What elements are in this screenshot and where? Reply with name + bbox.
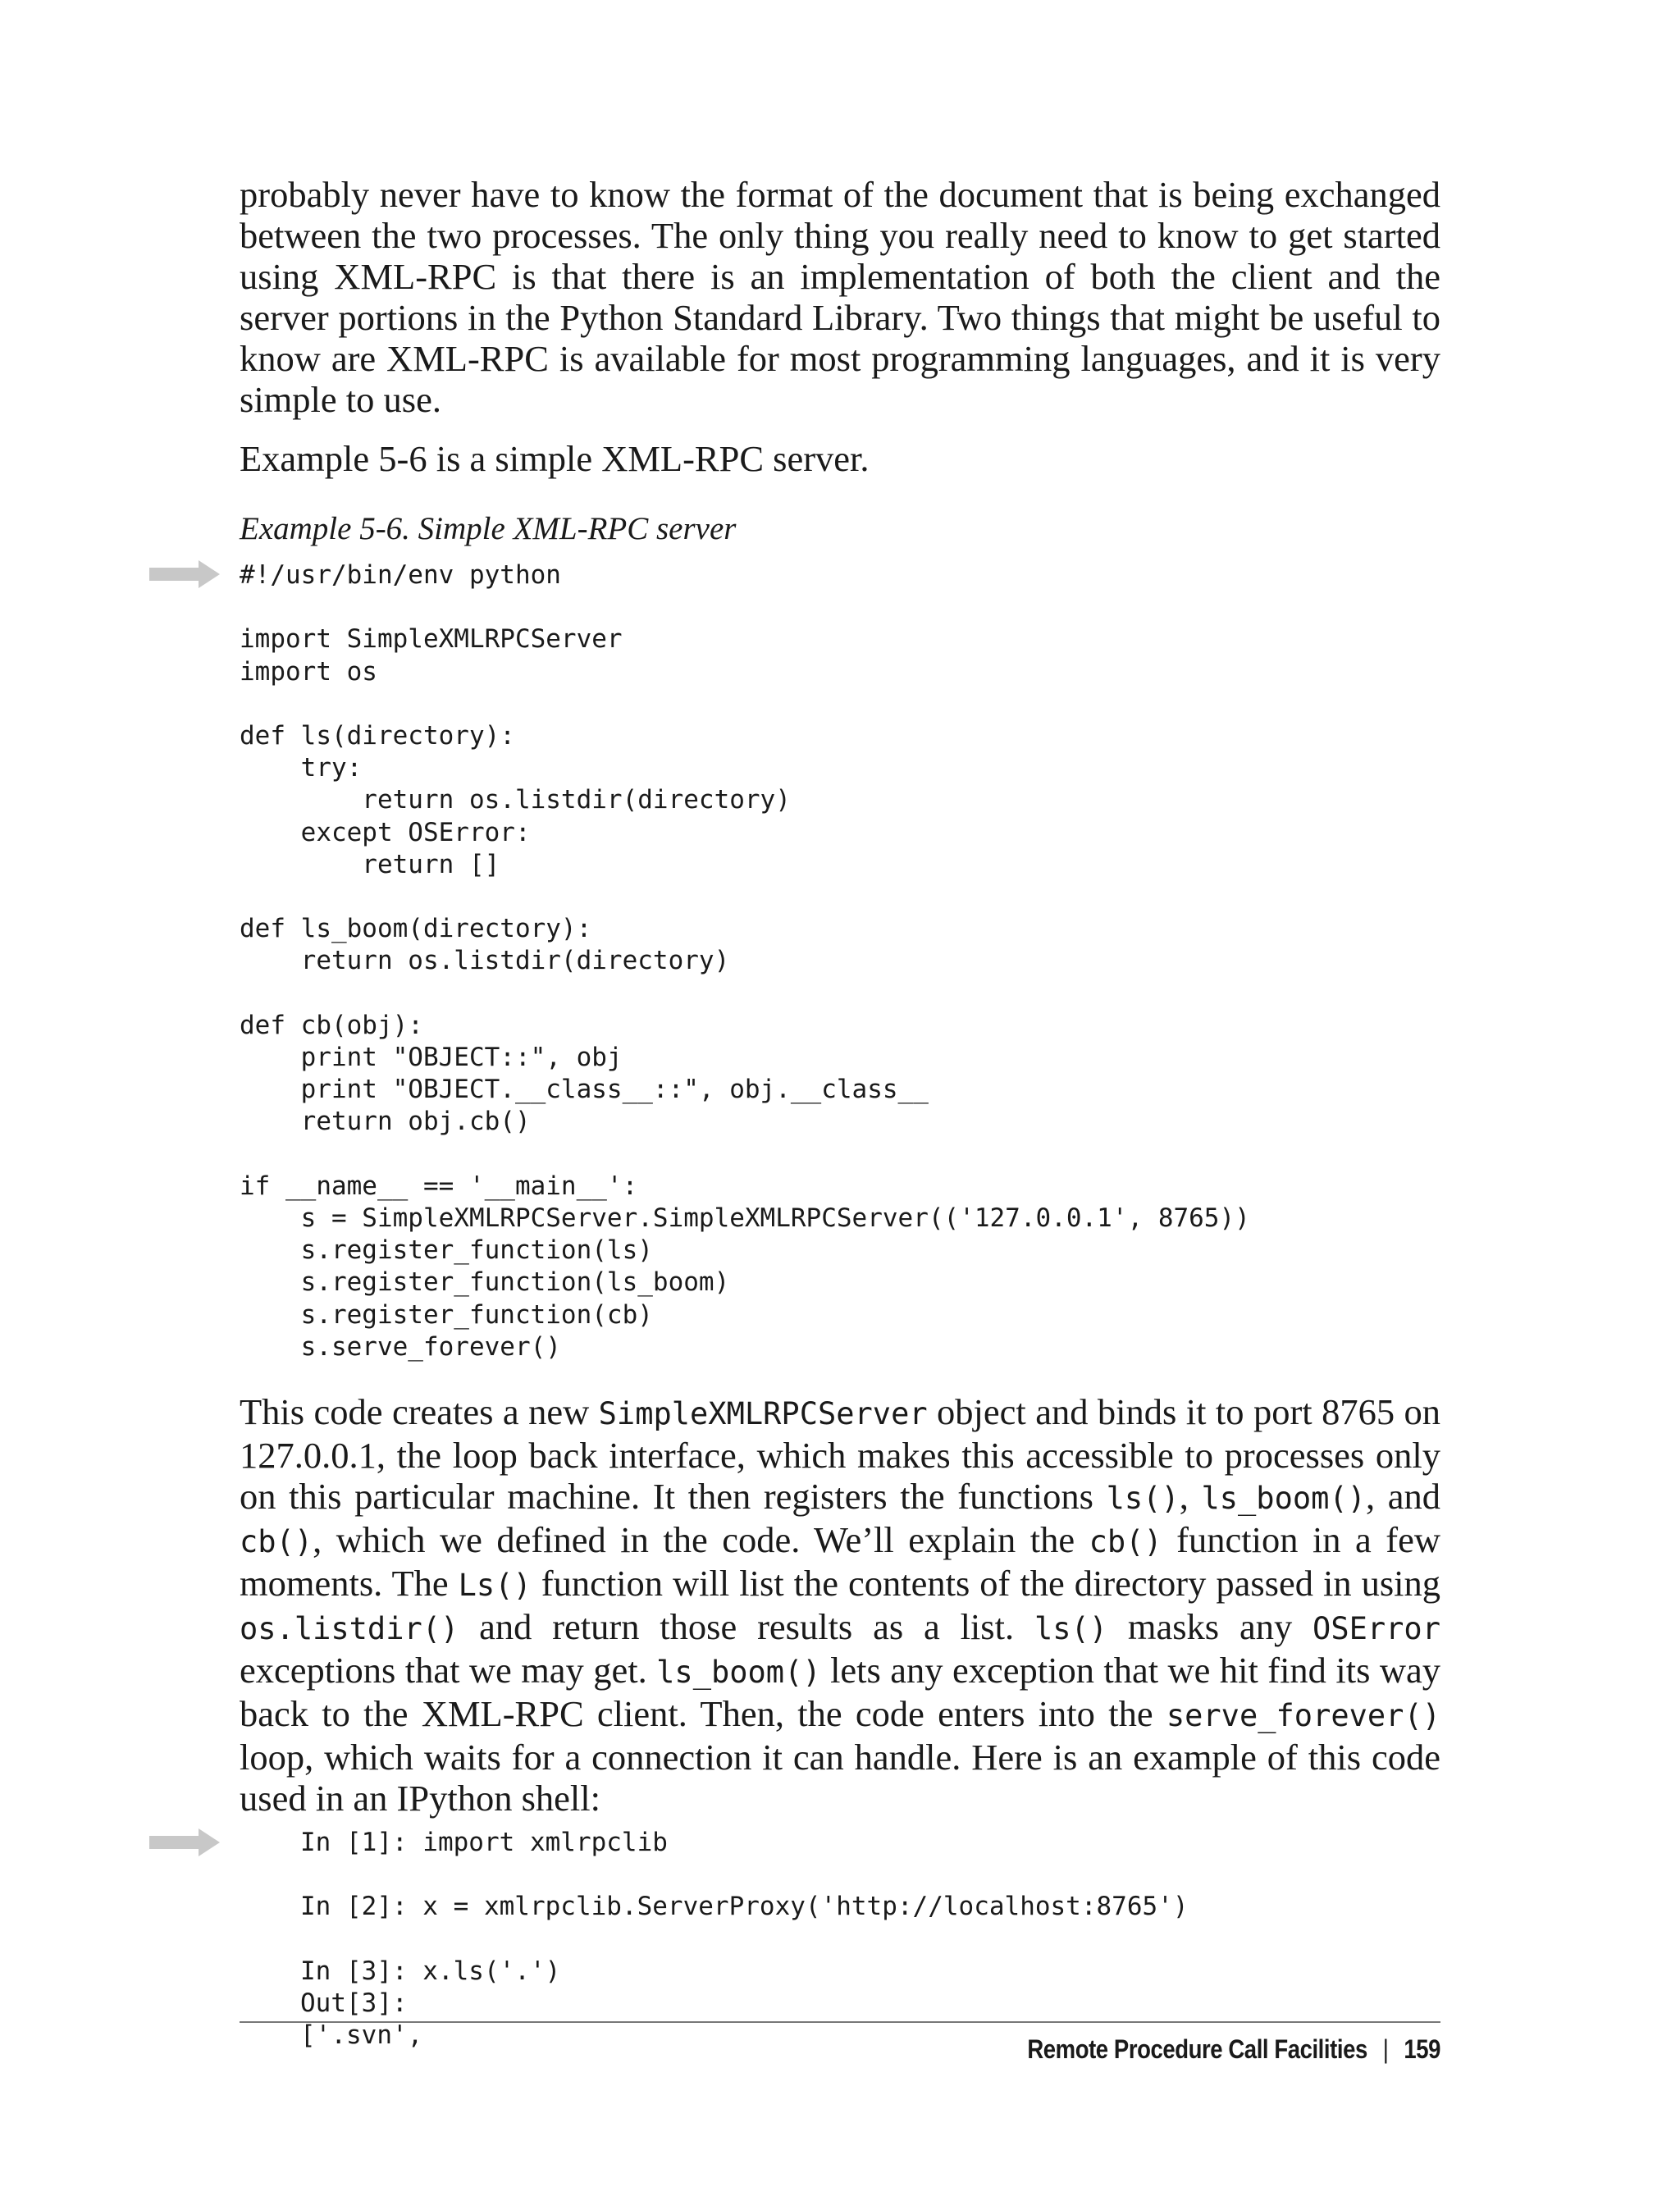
example-reference: Example 5-6 is a simple XML-RPC server. — [240, 438, 870, 479]
inline-code: ls() — [1106, 1481, 1180, 1517]
intro-paragraph: probably never have to know the format of the document that is being exchanged between the two processes. The only thing you really need to know to get started using XML-RPC is that there is an implementation of both the client and the server portions in the Python Standard Library. Two things that might be useful to know are XML-RPC is available for most programming languages, and it is very simple to use. — [240, 174, 1440, 420]
inline-code: cb() — [1089, 1524, 1162, 1560]
continuation-arrow-icon — [149, 1828, 220, 1856]
running-section-title: Remote Procedure Call Facilities — [1027, 2034, 1367, 2064]
inline-code: Ls() — [458, 1568, 532, 1604]
footer-separator: | — [1382, 2034, 1389, 2064]
shell-code: In [1]: import xmlrpclib In [2]: x = xmlrpclib.ServerProxy('http://localhost:8765') In [3]: x.ls('.') Out[3]: ['.svn', — [300, 1828, 1189, 2051]
inline-code: serve_forever() — [1166, 1698, 1440, 1734]
explanation-paragraph: This code creates a new SimpleXMLRPCServer object and binds it to port 8765 on 127.0.0.1, the loop back interface, which makes this accessible to processes only on this particular machine. It then registers the functions ls(), ls_boom(), and cb(), which we defined in the code. We’ll explain the cb() function in a few moments. The Ls() function will list the contents of the directory passed in using os.listdir() and return those results as a list. ls() masks any OSError exceptions that we may get. ls_boom() lets any exception that we hit find its way back to the XML-RPC client. Then, the code enters into the serve_forever() loop, which waits for a connection it can handle. Here is an example of this code used in an IPython shell: — [240, 1391, 1441, 1819]
inline-code: cb() — [240, 1524, 313, 1560]
inline-code: ls() — [1034, 1611, 1108, 1647]
page-content — [240, 174, 1440, 2052]
example-caption: Example 5-6. Simple XML-RPC server — [240, 511, 737, 546]
inline-code: os.listdir() — [240, 1611, 459, 1647]
footer-divider — [240, 2021, 1440, 2023]
server-code: #!/usr/bin/env python import SimpleXMLRPCServer import os def ls(directory): try: return os.listdir(directory) except OSError: return [] def ls_boom(directory): return os.listdir(directory) def cb(obj): print "OBJECT::", obj print "OBJECT.__class__::", obj.__class__ return obj.cb() if __name__ == '__main__': s = SimpleXMLRPCServer.SimpleXMLRPCServer(('127.0.0.1', 8765)) s.register_function(ls) s.register_function(ls_boom) s.register_function(cb) s.serve_forever() — [240, 560, 1250, 1362]
continuation-arrow-icon — [149, 560, 220, 588]
server-code-listing — [240, 559, 1440, 1363]
inline-code: ls_boom() — [656, 1655, 821, 1691]
inline-code: SimpleXMLRPCServer — [598, 1396, 928, 1432]
page-footer — [408, 2034, 1440, 2065]
ipython-shell-listing — [240, 1827, 1440, 2052]
page-number: 159 — [1404, 2034, 1440, 2064]
inline-code: OSError — [1312, 1611, 1440, 1647]
inline-code: ls_boom() — [1201, 1481, 1366, 1517]
